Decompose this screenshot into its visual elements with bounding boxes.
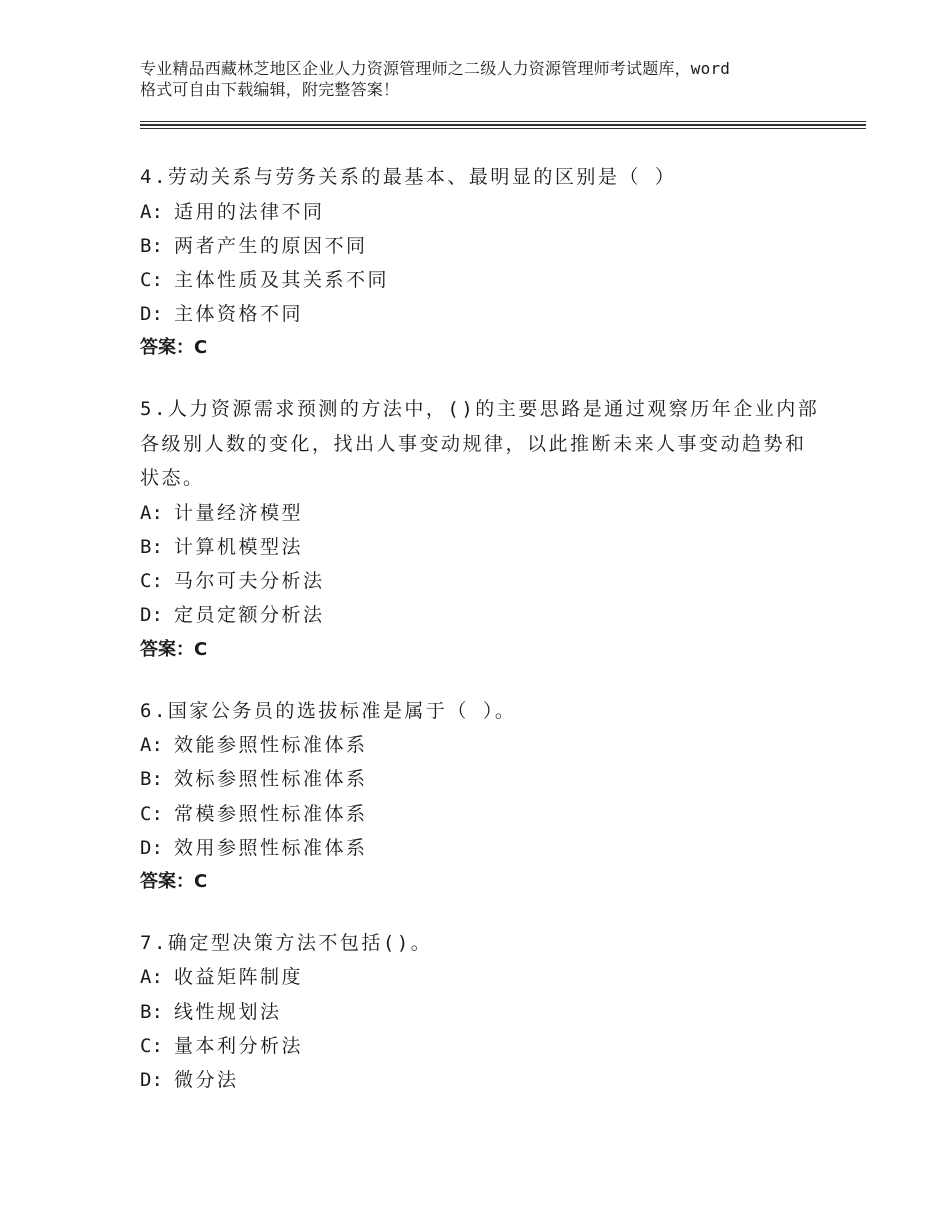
- header-divider-bottom: [140, 128, 866, 129]
- option-c: [140, 564, 820, 598]
- option-text: 效用参照性标准体系: [174, 836, 368, 859]
- option-a: [140, 728, 820, 762]
- option-text: 微分法: [174, 1069, 239, 1092]
- answer-label: 答案：C: [140, 870, 208, 892]
- option-text: 主体资格不同: [174, 303, 304, 326]
- option-text: 适用的法律不同: [174, 200, 325, 223]
- question-7: [140, 926, 820, 1097]
- option-letter: A:: [140, 734, 163, 757]
- option-c: [140, 797, 820, 831]
- question-4: [140, 160, 820, 365]
- answer-label: 答案：C: [140, 337, 208, 359]
- option-text: 计算机模型法: [174, 536, 304, 559]
- option-a: [140, 496, 820, 530]
- option-d: [140, 598, 820, 632]
- option-d: [140, 1063, 820, 1097]
- option-text: 两者产生的原因不同: [174, 234, 368, 257]
- option-b: [140, 995, 820, 1029]
- option-text: 量本利分析法: [174, 1034, 304, 1057]
- option-letter: B:: [140, 768, 163, 791]
- option-a: [140, 195, 820, 229]
- option-b: [140, 229, 820, 263]
- option-letter: D:: [140, 1069, 163, 1092]
- option-letter: C:: [140, 268, 163, 291]
- option-letter: A:: [140, 200, 163, 223]
- option-text: 计量经济模型: [174, 501, 304, 524]
- option-text: 定员定额分析法: [174, 604, 325, 627]
- option-d: [140, 831, 820, 865]
- option-text: 常模参照性标准体系: [174, 802, 368, 825]
- option-c: [140, 1029, 820, 1063]
- option-c: [140, 263, 820, 297]
- option-b: [140, 762, 820, 796]
- option-letter: C:: [140, 570, 163, 593]
- option-text: 马尔可夫分析法: [174, 570, 325, 593]
- option-letter: A:: [140, 501, 163, 524]
- option-d: [140, 297, 820, 331]
- question-6: [140, 694, 820, 899]
- header-line-2: 格式可自由下载编辑，附完整答案！: [140, 80, 400, 99]
- option-letter: B:: [140, 234, 163, 257]
- option-letter: A:: [140, 966, 163, 989]
- option-a: [140, 960, 820, 994]
- option-text: 效能参照性标准体系: [174, 734, 368, 757]
- question-text: 6.国家公务员的选拔标准是属于（ ）。: [140, 699, 517, 722]
- option-b: [140, 530, 820, 564]
- document-header: [140, 58, 840, 100]
- question-list: [140, 160, 820, 1124]
- option-letter: C:: [140, 1034, 163, 1057]
- option-text: 线性规划法: [174, 1000, 282, 1023]
- option-letter: D:: [140, 836, 163, 859]
- question-5: [140, 392, 820, 666]
- option-letter: D:: [140, 604, 163, 627]
- question-text: 5.人力资源需求预测的方法中，()的主要思路是通过观察历年企业内部各级别人数的变化，找出人事变动规律，以此推断未来人事变动趋势和状态。: [140, 398, 820, 490]
- option-letter: C:: [140, 802, 163, 825]
- option-letter: B:: [140, 536, 163, 559]
- option-text: 主体性质及其关系不同: [174, 268, 390, 291]
- header-divider-middle: [140, 124, 866, 126]
- question-text: 4.劳动关系与劳务关系的最基本、最明显的区别是（ ）: [140, 166, 677, 188]
- header-divider-top: [140, 121, 866, 122]
- option-letter: D:: [140, 303, 163, 326]
- answer-label: 答案：C: [140, 638, 208, 660]
- question-text: 7.确定型决策方法不包括()。: [140, 931, 433, 954]
- header-line-1: 专业精品西藏林芝地区企业人力资源管理师之二级人力资源管理师考试题库，word: [140, 59, 731, 78]
- option-text: 效标参照性标准体系: [174, 768, 368, 791]
- option-letter: B:: [140, 1000, 163, 1023]
- option-text: 收益矩阵制度: [174, 966, 304, 989]
